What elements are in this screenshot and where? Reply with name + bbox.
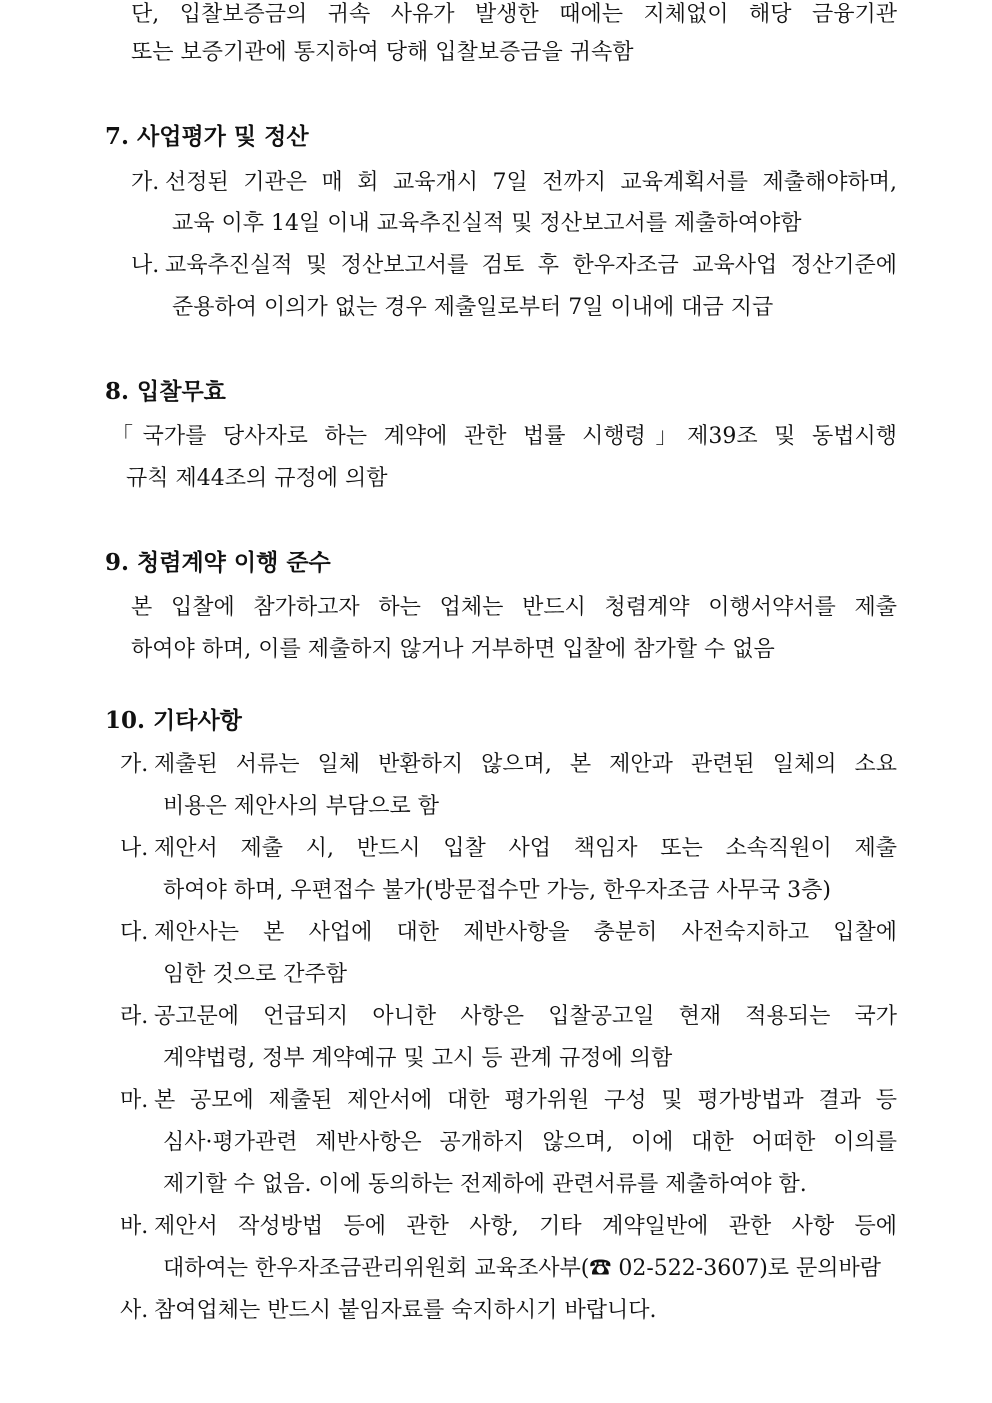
section-10-item-ma-line-3: 제기할 수 없음. 이에 동의하는 전제하에 관련서류를 제출하여야 함. — [163, 1172, 807, 1197]
item-text: 제출된 서류는 일체 반환하지 않으며, 본 제안과 관련된 일체의 소요 — [154, 752, 897, 777]
item-marker: 나. — [131, 253, 160, 278]
section-8-line-2: 규칙 제44조의 규정에 의함 — [126, 466, 388, 491]
item-text: 제안서 작성방법 등에 관한 사항, 기타 계약일반에 관한 사항 등에 — [154, 1214, 897, 1239]
section-8-line-1: 「국가를 당사자로 하는 계약에 관한 법률 시행령」제39조 및 동법시행 — [111, 424, 897, 449]
section-7-item-ga-line-1 — [131, 168, 897, 198]
item-marker: 바. — [120, 1214, 149, 1239]
section-10-title: 10. 기타사항 — [105, 707, 242, 734]
section-7-item-na-line-2: 준용하여 이의가 없는 경우 제출일로부터 7일 이내에 대금 지급 — [172, 295, 774, 320]
item-marker: 다. — [120, 920, 149, 945]
section-7-title: 7. 사업평가 및 정산 — [105, 123, 309, 150]
section-10-item-da-line-2: 임한 것으로 간주함 — [163, 962, 348, 987]
section-7-item-na-line-1 — [131, 251, 897, 281]
item-marker: 라. — [120, 1004, 149, 1029]
item-text: 공고문에 언급되지 아니한 사항은 입찰공고일 현재 적용되는 국가 — [154, 1004, 897, 1029]
item-marker: 나. — [120, 836, 149, 861]
item-text: 교육추진실적 및 정산보고서를 검토 후 한우자조금 교육사업 정산기준에 — [165, 253, 897, 278]
intro-line-1: 단, 입찰보증금의 귀속 사유가 발생한 때에는 지체없이 해당 금융기관 — [131, 2, 897, 27]
section-10-item-ma-line-2: 심사·평가관련 제반사항은 공개하지 않으며, 이에 대한 어떠한 이의를 — [163, 1130, 897, 1155]
section-10-item-ba-line-1 — [120, 1212, 897, 1242]
section-9-line-1: 본 입찰에 참가하고자 하는 업체는 반드시 청렴계약 이행서약서를 제출 — [131, 595, 897, 620]
item-marker: 사. — [120, 1298, 149, 1323]
section-10-item-ba-line-2: 대하여는 한우자조금관리위원회 교육조사부(☎ 02-522-3607)로 문의바람 — [163, 1256, 882, 1281]
section-9-title: 9. 청렴계약 이행 준수 — [105, 549, 331, 576]
section-10-item-ga-line-1 — [120, 750, 897, 780]
item-marker: 가. — [131, 170, 160, 195]
item-text: 참여업체는 반드시 붙임자료를 숙지하시기 바랍니다. — [154, 1298, 657, 1323]
intro-line-2: 또는 보증기관에 통지하여 당해 입찰보증금을 귀속함 — [131, 40, 634, 65]
section-10-item-ra-line-2: 계약법령, 정부 계약예규 및 고시 등 관계 규정에 의함 — [163, 1046, 673, 1071]
section-7-item-ga-line-2: 교육 이후 14일 이내 교육추진실적 및 정산보고서를 제출하여야함 — [172, 211, 802, 236]
section-8-title: 8. 입찰무효 — [105, 378, 226, 405]
section-10-item-na-line-2: 하여야 하며, 우편접수 불가(방문접수만 가능, 한우자조금 사무국 3층) — [163, 878, 831, 903]
item-text: 제안서 제출 시, 반드시 입찰 사업 책임자 또는 소속직원이 제출 — [154, 836, 897, 861]
section-10-item-ma-line-1 — [120, 1086, 897, 1116]
section-10-item-ra-line-1 — [120, 1002, 897, 1032]
item-marker: 가. — [120, 752, 149, 777]
item-marker: 마. — [120, 1088, 149, 1113]
section-10-item-sa-line-1 — [120, 1296, 657, 1326]
section-9-line-2: 하여야 하며, 이를 제출하지 않거나 거부하면 입찰에 참가할 수 없음 — [131, 637, 775, 662]
item-text: 본 공모에 제출된 제안서에 대한 평가위원 구성 및 평가방법과 결과 등 — [154, 1088, 897, 1113]
section-10-item-ga-line-2: 비용은 제안사의 부담으로 함 — [163, 794, 440, 819]
item-text: 선정된 기관은 매 회 교육개시 7일 전까지 교육계획서를 제출해야하며, — [165, 170, 897, 195]
item-text: 제안사는 본 사업에 대한 제반사항을 충분히 사전숙지하고 입찰에 — [154, 920, 897, 945]
section-10-item-na-line-1 — [120, 834, 897, 864]
section-10-item-da-line-1 — [120, 918, 897, 948]
